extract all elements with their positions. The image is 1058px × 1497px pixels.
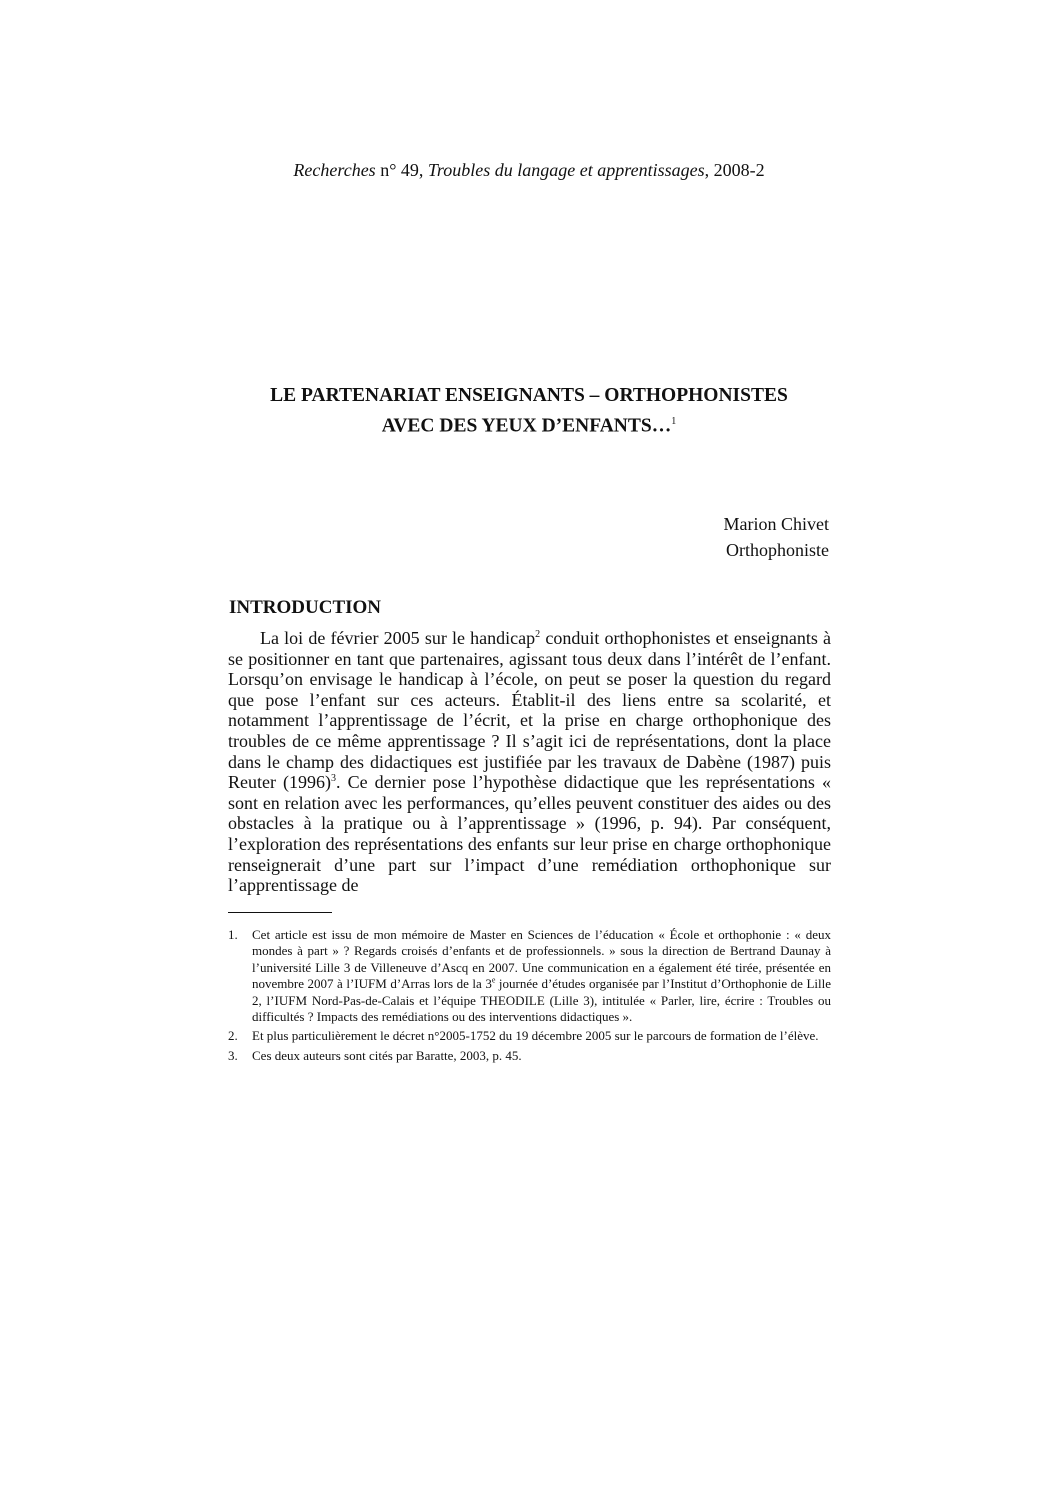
title-line-2 — [200, 409, 858, 440]
footnote-separator — [228, 912, 332, 913]
footnote-number: 3. — [228, 1047, 238, 1063]
section-heading: INTRODUCTION — [229, 597, 382, 618]
footnote-ref-3: 3 — [331, 773, 337, 785]
issue-theme: Troubles du langage et apprentissages — [427, 160, 705, 180]
footnote-1-sup: e — [491, 975, 496, 985]
body-text-part-2: conduit orthophonistes et enseignants à se positionner en tant que partenaires, agissant tous deux dans l’intérêt de l’enfant. Lorsqu’on envisage le handicap à l’école, on peut se poser la question du regard que pose l’enfant sur ces acteurs. Établit-il des liens entre sa scolarité, et notamment l’apprentissage de l’écrit, et la prise en charge orthophonique des troubles de ce même apprentissage ? Il s’agit ici de représentations, dont la place dans le champ des didactiques est justifiée par les travaux de Dabène (1987) puis Reuter (1996) — [228, 628, 831, 793]
issue-number: n° 49, — [375, 160, 428, 180]
footnote-text: Et plus particulièrement le décret n°2005-1752 du 19 décembre 2005 sur le parcours de formation de l’élève. — [252, 1028, 819, 1044]
body-text-part-3: . Ce dernier pose l’hypothèse didactique que les représentations « sont en relation avec les performances, qu’elles peuvent constituer des aides ou des obstacles à la pratique ou à l’apprentissage » (1996, p. 94). Par conséquent, l’exploration des représentations des enfants sur leur prise en charge orthophonique renseignerait d’une part sur l’impact d’une remédiation orthophonique sur l’apprentissage de — [228, 772, 832, 896]
author-role: Orthophoniste — [726, 540, 829, 560]
footnote-2 — [228, 1028, 831, 1044]
body-text — [228, 628, 831, 896]
footnotes — [228, 927, 831, 1067]
footnote-text: Ces deux auteurs sont cités par Baratte, 2003, p. 45. — [252, 1047, 522, 1063]
title-line-1: LE PARTENARIAT ENSEIGNANTS – ORTHOPHONISTES — [270, 385, 788, 406]
journal-name: Recherches — [293, 160, 376, 180]
title-line-2-text: AVEC DES YEUX D’ENFANTS… — [381, 415, 672, 437]
footnote-3 — [228, 1048, 831, 1064]
title-footnote-ref: 1 — [671, 416, 677, 427]
footnote-1-text-b: journée d’études organisée par l’Institut d’Orthophonie de Lille 2, l’IUFM Nord-Pas-de-Calais et l’équipe THEODILE (Lille 3), intitulée « Parler, lire, écrire : Troubles ou difficultés ? Impacts des remédiations ou des interventions didactiques ». — [252, 976, 831, 1025]
footnote-text — [252, 927, 831, 1025]
footnote-1 — [228, 927, 831, 1025]
footnote-ref-2: 2 — [535, 629, 541, 640]
footnote-1-text-a: Cet article est issu de mon mémoire de Master en Sciences de l’éducation « École et orthophonie : « deux mondes à part » ? Regards croisés d’enfants et de professionnels. » sous la direction de Bertrand Daunay à l’université Lille 3 de Villeneuve d’Ascq en 2007. Une communication en a également été tirée, présentée en novembre 2007 à l’IUFM d’Arras lors de la 3 — [252, 927, 831, 992]
issue-year: , 2008-2 — [704, 160, 765, 180]
body-paragraph — [228, 628, 831, 896]
footnote-number: 2. — [228, 1028, 238, 1044]
body-text-part-1: La loi de février 2005 sur le handicap — [260, 628, 536, 648]
author-name: Marion Chivet — [723, 514, 829, 534]
author-block — [724, 511, 830, 563]
article-title — [200, 383, 858, 440]
footnote-number: 1. — [228, 927, 238, 942]
running-head — [0, 160, 1058, 181]
